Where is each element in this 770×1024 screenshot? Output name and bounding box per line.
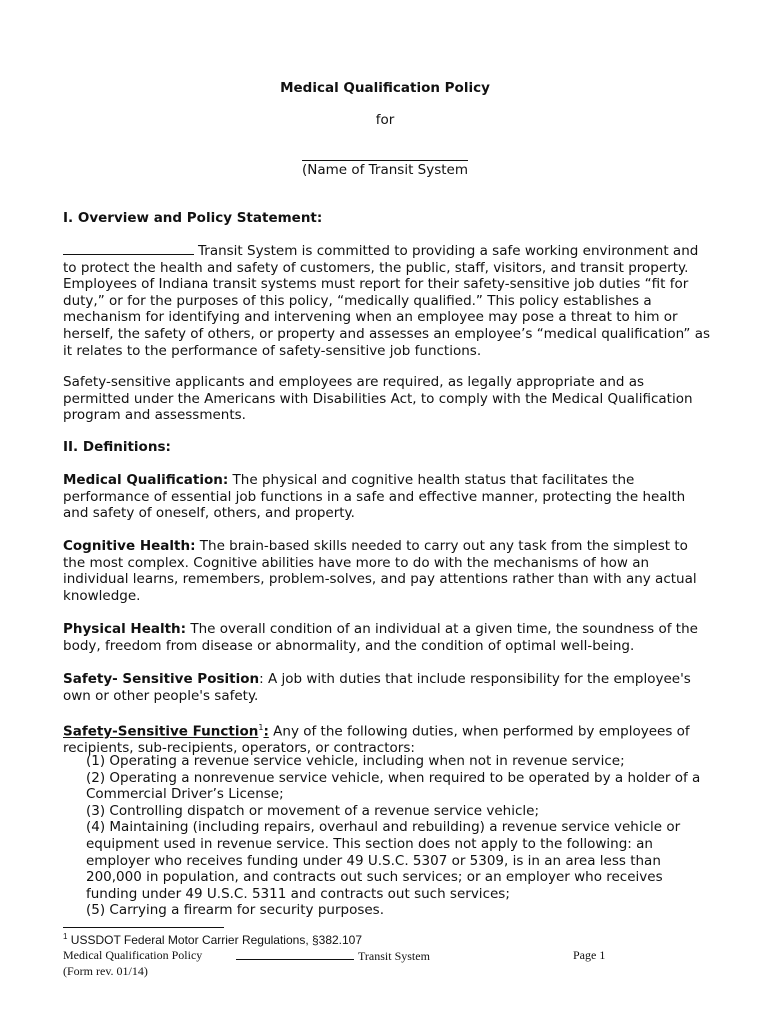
transit-system-blank xyxy=(63,242,194,255)
list-item: (4) Maintaining (including repairs, overhaul and rebuilding) a revenue service vehicle or equipment used in revenue service. This section does not apply to the following: an employer who receives funding under 49 U.S.C. 5307 or 5309, is in an area less than 200,000 in population, and contracts out such services; or an employer who receives funding under 49 U.S.C. 5311 and contracts out such services; xyxy=(86,819,681,902)
list-item: (2) Operating a nonrevenue service vehicle, when required to be operated by a holder of a Commercial Driver’s License; xyxy=(86,769,701,803)
definition-safety-sensitive-function xyxy=(63,720,713,757)
section-1-heading: I. Overview and Policy Statement: xyxy=(63,210,323,226)
footer-middle xyxy=(236,948,430,964)
definition-text: Any of the following duties, when performed by employees of recipients, sub-recipients, operators, or contractors: xyxy=(63,723,690,757)
definition-text: : A job with duties that include responsibility for the employee's own or other people's safety. xyxy=(63,671,691,704)
definition-term: Physical Health: xyxy=(63,621,187,637)
definition-term: Safety-Sensitive Function xyxy=(63,723,259,740)
definition-colon: : xyxy=(263,723,269,740)
requirement-paragraph: Safety-sensitive applicants and employees are required, as legally appropriate and as permitted under the Americans with Disabilities Act, to comply with the Medical Qualification program and assessments. xyxy=(63,374,693,424)
overview-text: Transit System is committed to providing a safe working environment and to protect the health and safety of customers, the public, staff, visitors, and transit property. Employees of Indiana transit systems must report for their safety-sensitive job duties “fit for duty,” or for the purposes of this policy, “medically qualified.” This policy establishes a mechanism for identifying and intervening when an employee may pose a threat to him or herself, the safety of others, or property and assesses an employee’s “medical qualification” as it relates to the performance of safety-sensitive job functions. xyxy=(63,243,711,359)
definition-medical-qualification xyxy=(63,472,713,522)
footer-blank xyxy=(236,948,354,960)
footer-transit-label: Transit System xyxy=(358,949,430,963)
footer-left: Medical Qualification Policy xyxy=(63,948,203,962)
list-item: (5) Carrying a firearm for security purposes. xyxy=(86,902,385,919)
transit-name-blank xyxy=(302,160,468,161)
definition-text: The physical and cognitive health status that facilitates the performance of essential job functions in a safe and effective manner, protecting the health and safety of oneself, others, and property. xyxy=(63,472,686,522)
list-item: (3) Controlling dispatch or movement of a revenue service vehicle; xyxy=(86,802,540,819)
definition-text: The overall condition of an individual at a given time, the soundness of the body, freedom from disease or abnormality, and the condition of optimal well-being. xyxy=(63,621,698,654)
safety-function-list xyxy=(86,753,716,919)
definition-safety-sensitive-position xyxy=(63,671,713,704)
footnote xyxy=(63,932,362,947)
transit-name-label: (Name of Transit System xyxy=(301,162,469,178)
definition-cognitive-health xyxy=(63,538,713,604)
definition-term: Medical Qualification: xyxy=(63,472,229,488)
footnote-ref: 1 xyxy=(258,723,264,732)
definition-term: Safety- Sensitive Position xyxy=(63,671,260,687)
definition-physical-health xyxy=(63,621,713,654)
definition-text: The brain-based skills needed to carry out any task from the simplest to the most complex. Cognitive abilities have more to do with the mechanisms of how an individual learns, remembers, problem-solves, and pay attentions rather than with any actual knowledge. xyxy=(63,538,697,604)
page-number: Page 1 xyxy=(573,948,606,962)
footnote-text: USSDOT Federal Motor Carrier Regulations, §382.107 xyxy=(67,933,363,947)
page-title: Medical Qualification Policy xyxy=(280,80,490,96)
definition-term: Cognitive Health: xyxy=(63,538,196,554)
section-2-heading: II. Definitions: xyxy=(63,439,171,455)
overview-paragraph xyxy=(63,242,713,359)
footnote-divider xyxy=(63,927,224,928)
list-item: (1) Operating a revenue service vehicle, including when not in revenue service; xyxy=(86,753,625,769)
footnote-number: 1 xyxy=(63,932,68,941)
for-text: for xyxy=(375,112,395,128)
form-revision: (Form rev. 01/14) xyxy=(63,964,148,978)
